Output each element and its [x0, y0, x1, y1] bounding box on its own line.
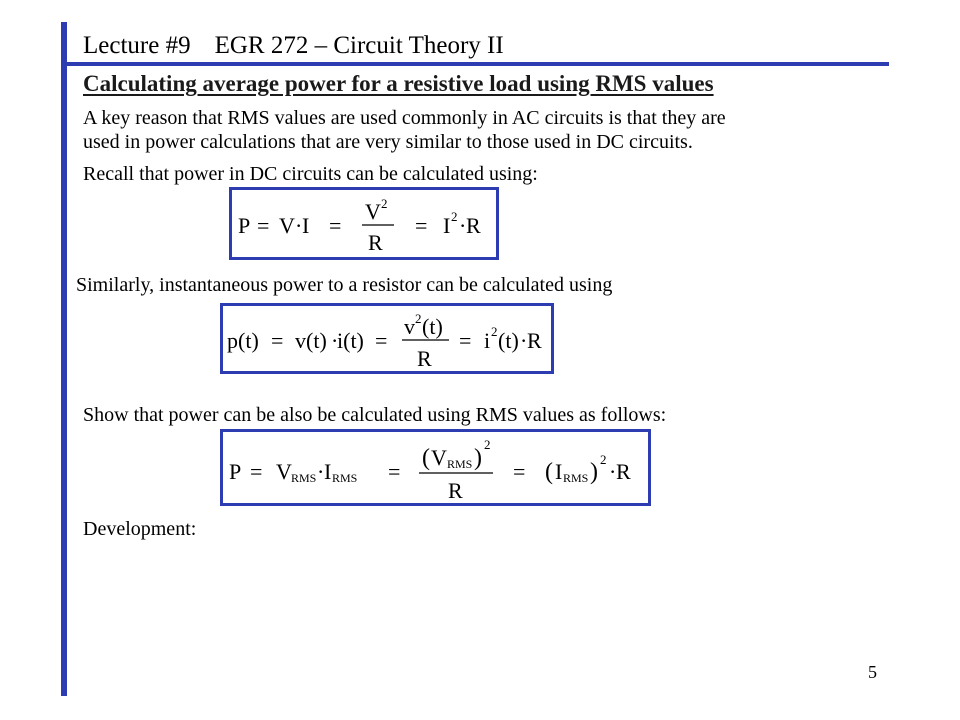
intro-line-1: A key reason that RMS values are used commonly in AC circuits is that they are	[83, 107, 726, 129]
svg-text:I: I	[324, 459, 332, 484]
svg-text:2: 2	[600, 452, 607, 467]
header-divider	[67, 62, 889, 66]
slide-header	[83, 31, 504, 61]
svg-text:V: V	[279, 213, 295, 238]
svg-text:v: v	[404, 314, 415, 339]
intro-line-2: used in power calculations that are very similar to those used in DC circuits.	[83, 131, 693, 153]
svg-text:(t): (t)	[422, 314, 443, 339]
svg-text:2: 2	[381, 196, 388, 211]
svg-text:p(t): p(t)	[227, 328, 259, 353]
svg-text:2: 2	[451, 209, 458, 224]
page-number: 5	[868, 662, 877, 682]
rms-power-equation	[220, 429, 651, 506]
svg-text:=: =	[459, 328, 472, 353]
svg-text:i: i	[484, 328, 491, 353]
slide-title: Calculating average power for a resistive load using RMS values	[83, 71, 714, 96]
svg-text:=: =	[250, 459, 263, 484]
svg-text:R: R	[417, 346, 432, 371]
svg-text:·: ·	[295, 213, 303, 238]
similarly-text: Similarly, instantaneous power to a resistor can be calculated using	[76, 274, 613, 296]
left-accent-bar	[61, 22, 67, 696]
svg-text:=: =	[375, 328, 388, 353]
development-label: Development:	[83, 518, 197, 540]
course-title: EGR 272 – Circuit Theory II	[214, 32, 504, 59]
svg-text:I: I	[443, 213, 451, 238]
svg-text:RMS: RMS	[332, 471, 358, 485]
svg-text:=: =	[271, 328, 284, 353]
show-text: Show that power can be also be calculated using RMS values as follows:	[83, 404, 667, 426]
recall-text: Recall that power in DC circuits can be calculated using:	[83, 163, 538, 185]
lecture-number: Lecture #9	[83, 32, 191, 59]
svg-text:2: 2	[484, 437, 491, 452]
svg-text:=: =	[415, 213, 428, 238]
svg-text:I: I	[302, 213, 310, 238]
svg-text:R: R	[448, 478, 463, 503]
svg-text:=: =	[513, 459, 526, 484]
svg-text:RMS: RMS	[291, 471, 317, 485]
svg-text:P: P	[238, 213, 251, 238]
svg-text:R: R	[368, 230, 383, 255]
svg-text:·: ·	[317, 459, 325, 484]
svg-text:V: V	[365, 199, 381, 224]
svg-text:R: R	[527, 328, 542, 353]
svg-text:2: 2	[415, 311, 422, 326]
svg-text:i(t): i(t)	[337, 328, 364, 353]
svg-text:·: ·	[609, 459, 617, 484]
svg-text:(t): (t)	[498, 328, 519, 353]
svg-text:·: ·	[331, 328, 339, 353]
svg-text:·: ·	[459, 213, 467, 238]
svg-text:·: ·	[520, 328, 528, 353]
svg-text:V: V	[276, 459, 292, 484]
svg-text:=: =	[257, 213, 270, 238]
svg-text:RMS: RMS	[447, 457, 473, 471]
svg-text:v(t): v(t)	[295, 328, 327, 353]
svg-text:=: =	[329, 213, 342, 238]
svg-text:(: (	[422, 445, 430, 471]
svg-text:R: R	[466, 213, 481, 238]
svg-text:V: V	[431, 445, 447, 470]
svg-text:2: 2	[491, 324, 498, 339]
svg-text:): )	[474, 445, 482, 471]
svg-text:R: R	[616, 459, 631, 484]
instantaneous-power-equation	[220, 303, 554, 374]
svg-text:=: =	[388, 459, 401, 484]
svg-text:(: (	[545, 459, 553, 485]
svg-text:I: I	[555, 459, 563, 484]
dc-power-equation	[229, 187, 499, 260]
svg-text:RMS: RMS	[563, 471, 589, 485]
svg-text:): )	[590, 459, 598, 485]
svg-text:P: P	[229, 459, 242, 484]
